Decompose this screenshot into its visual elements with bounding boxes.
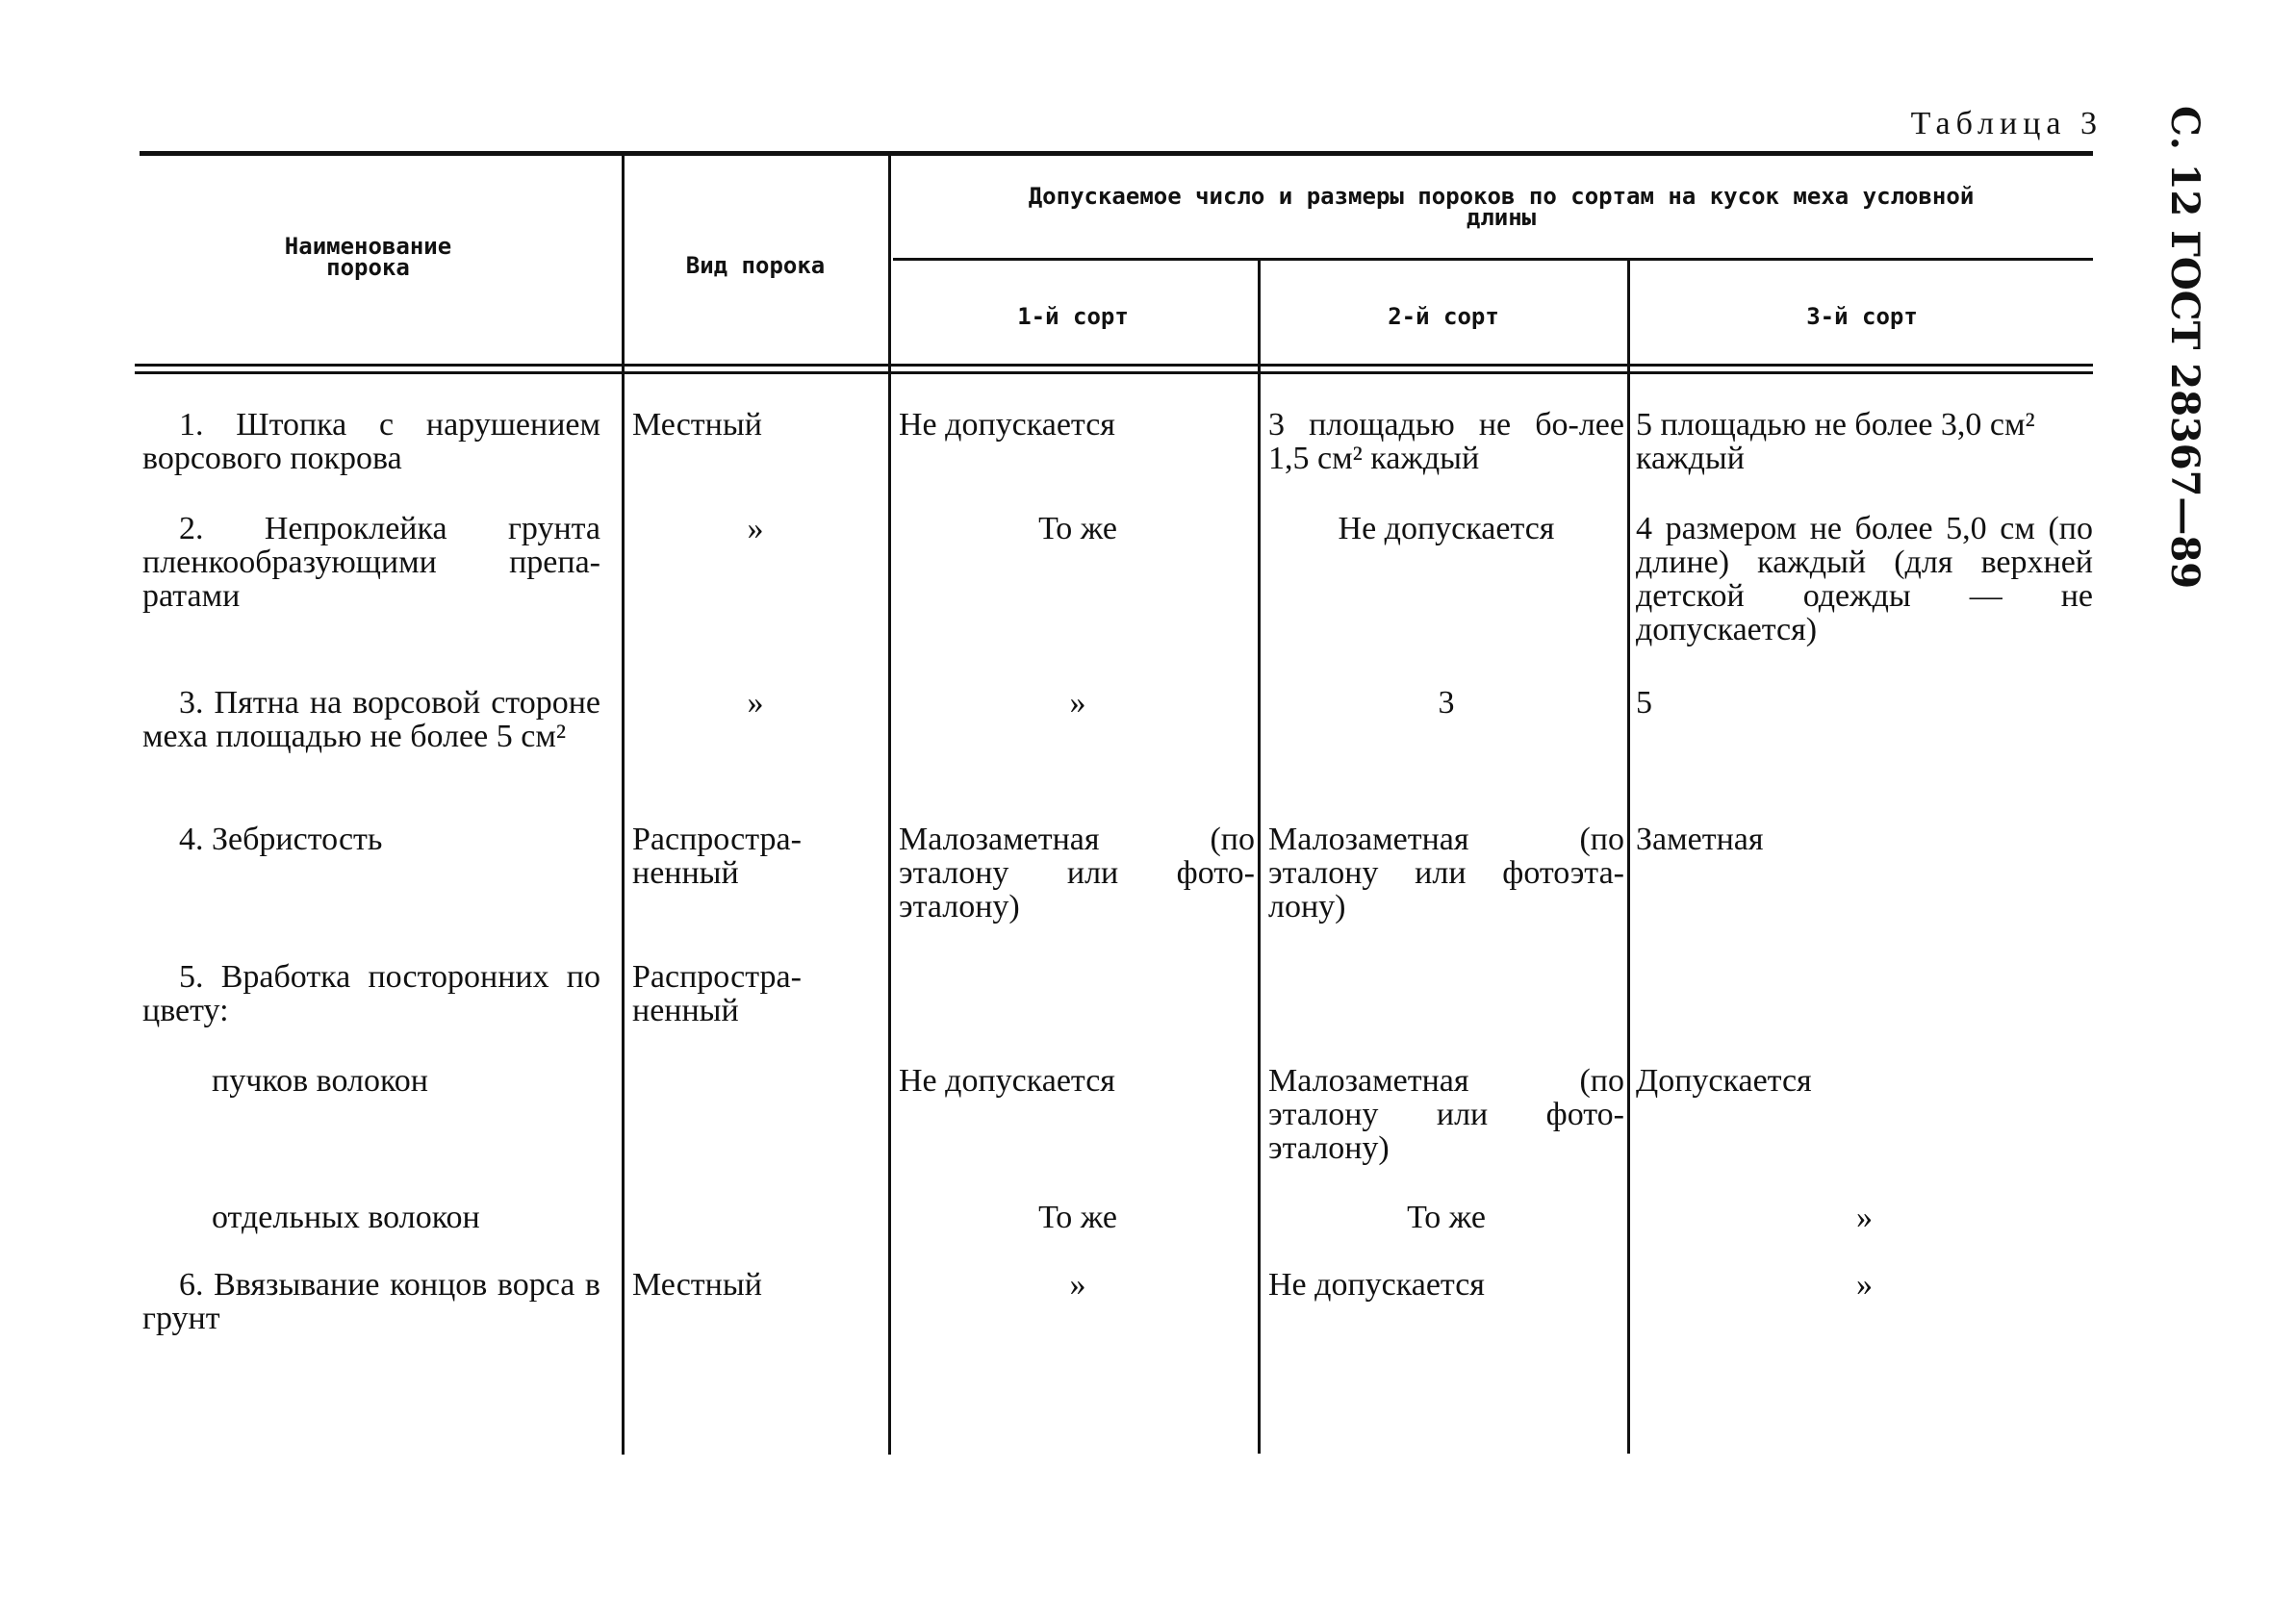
row-2-name: 2. Непроклейка грунта пленкообразующими препа-ратами (142, 511, 600, 614)
header-type: Вид порока (685, 252, 826, 279)
row-4-type: Распростра-ненный (632, 822, 802, 891)
subheader-rule (893, 258, 2093, 261)
row-1-grade-2: 3 площадью не бо-лее 1,5 см² каждый (1268, 407, 1624, 476)
header-name: Наименование порока (284, 233, 452, 281)
row-3-name: 3. Пятна на ворсовой стороне меха площадью не более 5 см² (142, 685, 600, 754)
row-3-grade-1: » (1069, 685, 1086, 721)
row-5a-grade-2: Малозаметная (по эталону или фото-эталону) (1268, 1063, 1624, 1166)
row-5a-grade-3: Допускается (1636, 1063, 1812, 1099)
side-label: С. 12 ГОСТ 28367—89 (2162, 106, 2207, 590)
header-double-rule-2 (135, 371, 2093, 374)
row-2-grade-2: Не допускается (1338, 511, 1555, 546)
table-title: Таблица 3 (1910, 106, 2103, 141)
row-6-grade-1: » (1069, 1267, 1086, 1303)
column-divider-1 (622, 156, 625, 1455)
row-4-grade-2: Малозаметная (по эталону или фотоэта-лону) (1268, 822, 1624, 924)
header-grade-3: 3-й сорт (1806, 303, 1918, 330)
column-divider-2 (888, 156, 891, 1455)
column-divider-3 (1258, 261, 1261, 1454)
row-4-name: 4. Зебристость (179, 822, 383, 857)
row-5-type: Распростра-ненный (632, 959, 802, 1028)
top-rule (140, 151, 2093, 156)
row-3-type: » (747, 685, 764, 721)
row-3-grade-2: 3 (1438, 685, 1455, 721)
row-6-grade-3: » (1856, 1267, 1873, 1303)
row-6-type: Местный (632, 1267, 762, 1303)
row-6-grade-2: Не допускается (1268, 1267, 1485, 1303)
row-5b-grade-3: » (1856, 1200, 1873, 1235)
row-5b-grade-2: То же (1407, 1200, 1486, 1235)
row-5b-name: отдельных волокон (212, 1200, 480, 1235)
row-5a-grade-1: Не допускается (899, 1063, 1115, 1099)
row-1-grade-1: Не допускается (899, 407, 1115, 443)
row-1-type: Местный (632, 407, 762, 443)
row-4-grade-3: Заметная (1636, 822, 1764, 857)
column-divider-4 (1627, 261, 1630, 1454)
row-5b-grade-1: То же (1038, 1200, 1117, 1235)
header-grade-1: 1-й сорт (1017, 303, 1129, 330)
row-4-grade-1: Малозаметная (по эталону или фото-эталону) (899, 822, 1255, 924)
row-5-name: 5. Вработка посторонних по цвету: (142, 959, 600, 1028)
row-3-grade-3: 5 (1636, 685, 1652, 721)
row-2-type: » (747, 511, 764, 546)
header-grade-2: 2-й сорт (1388, 303, 1499, 330)
row-2-grade-3: 4 размером не более 5,0 см (по длине) каждый (для верхней детской одежды — не допускается) (1636, 511, 2093, 647)
row-2-grade-1: То же (1038, 511, 1117, 546)
page-running-header (2148, 106, 2207, 590)
row-1-name: 1. Штопка с нарушением ворсового покрова (142, 407, 600, 476)
row-5a-name: пучков волокон (212, 1063, 428, 1099)
row-6-name: 6. Ввязывание концов ворса в грунт (142, 1267, 600, 1336)
row-1-grade-3: 5 площадью не более 3,0 см² каждый (1636, 407, 2035, 476)
header-double-rule-1 (135, 364, 2093, 367)
header-allowed: Допускаемое число и размеры пороков по сортам на кусок меха условной длины (1028, 183, 1975, 231)
